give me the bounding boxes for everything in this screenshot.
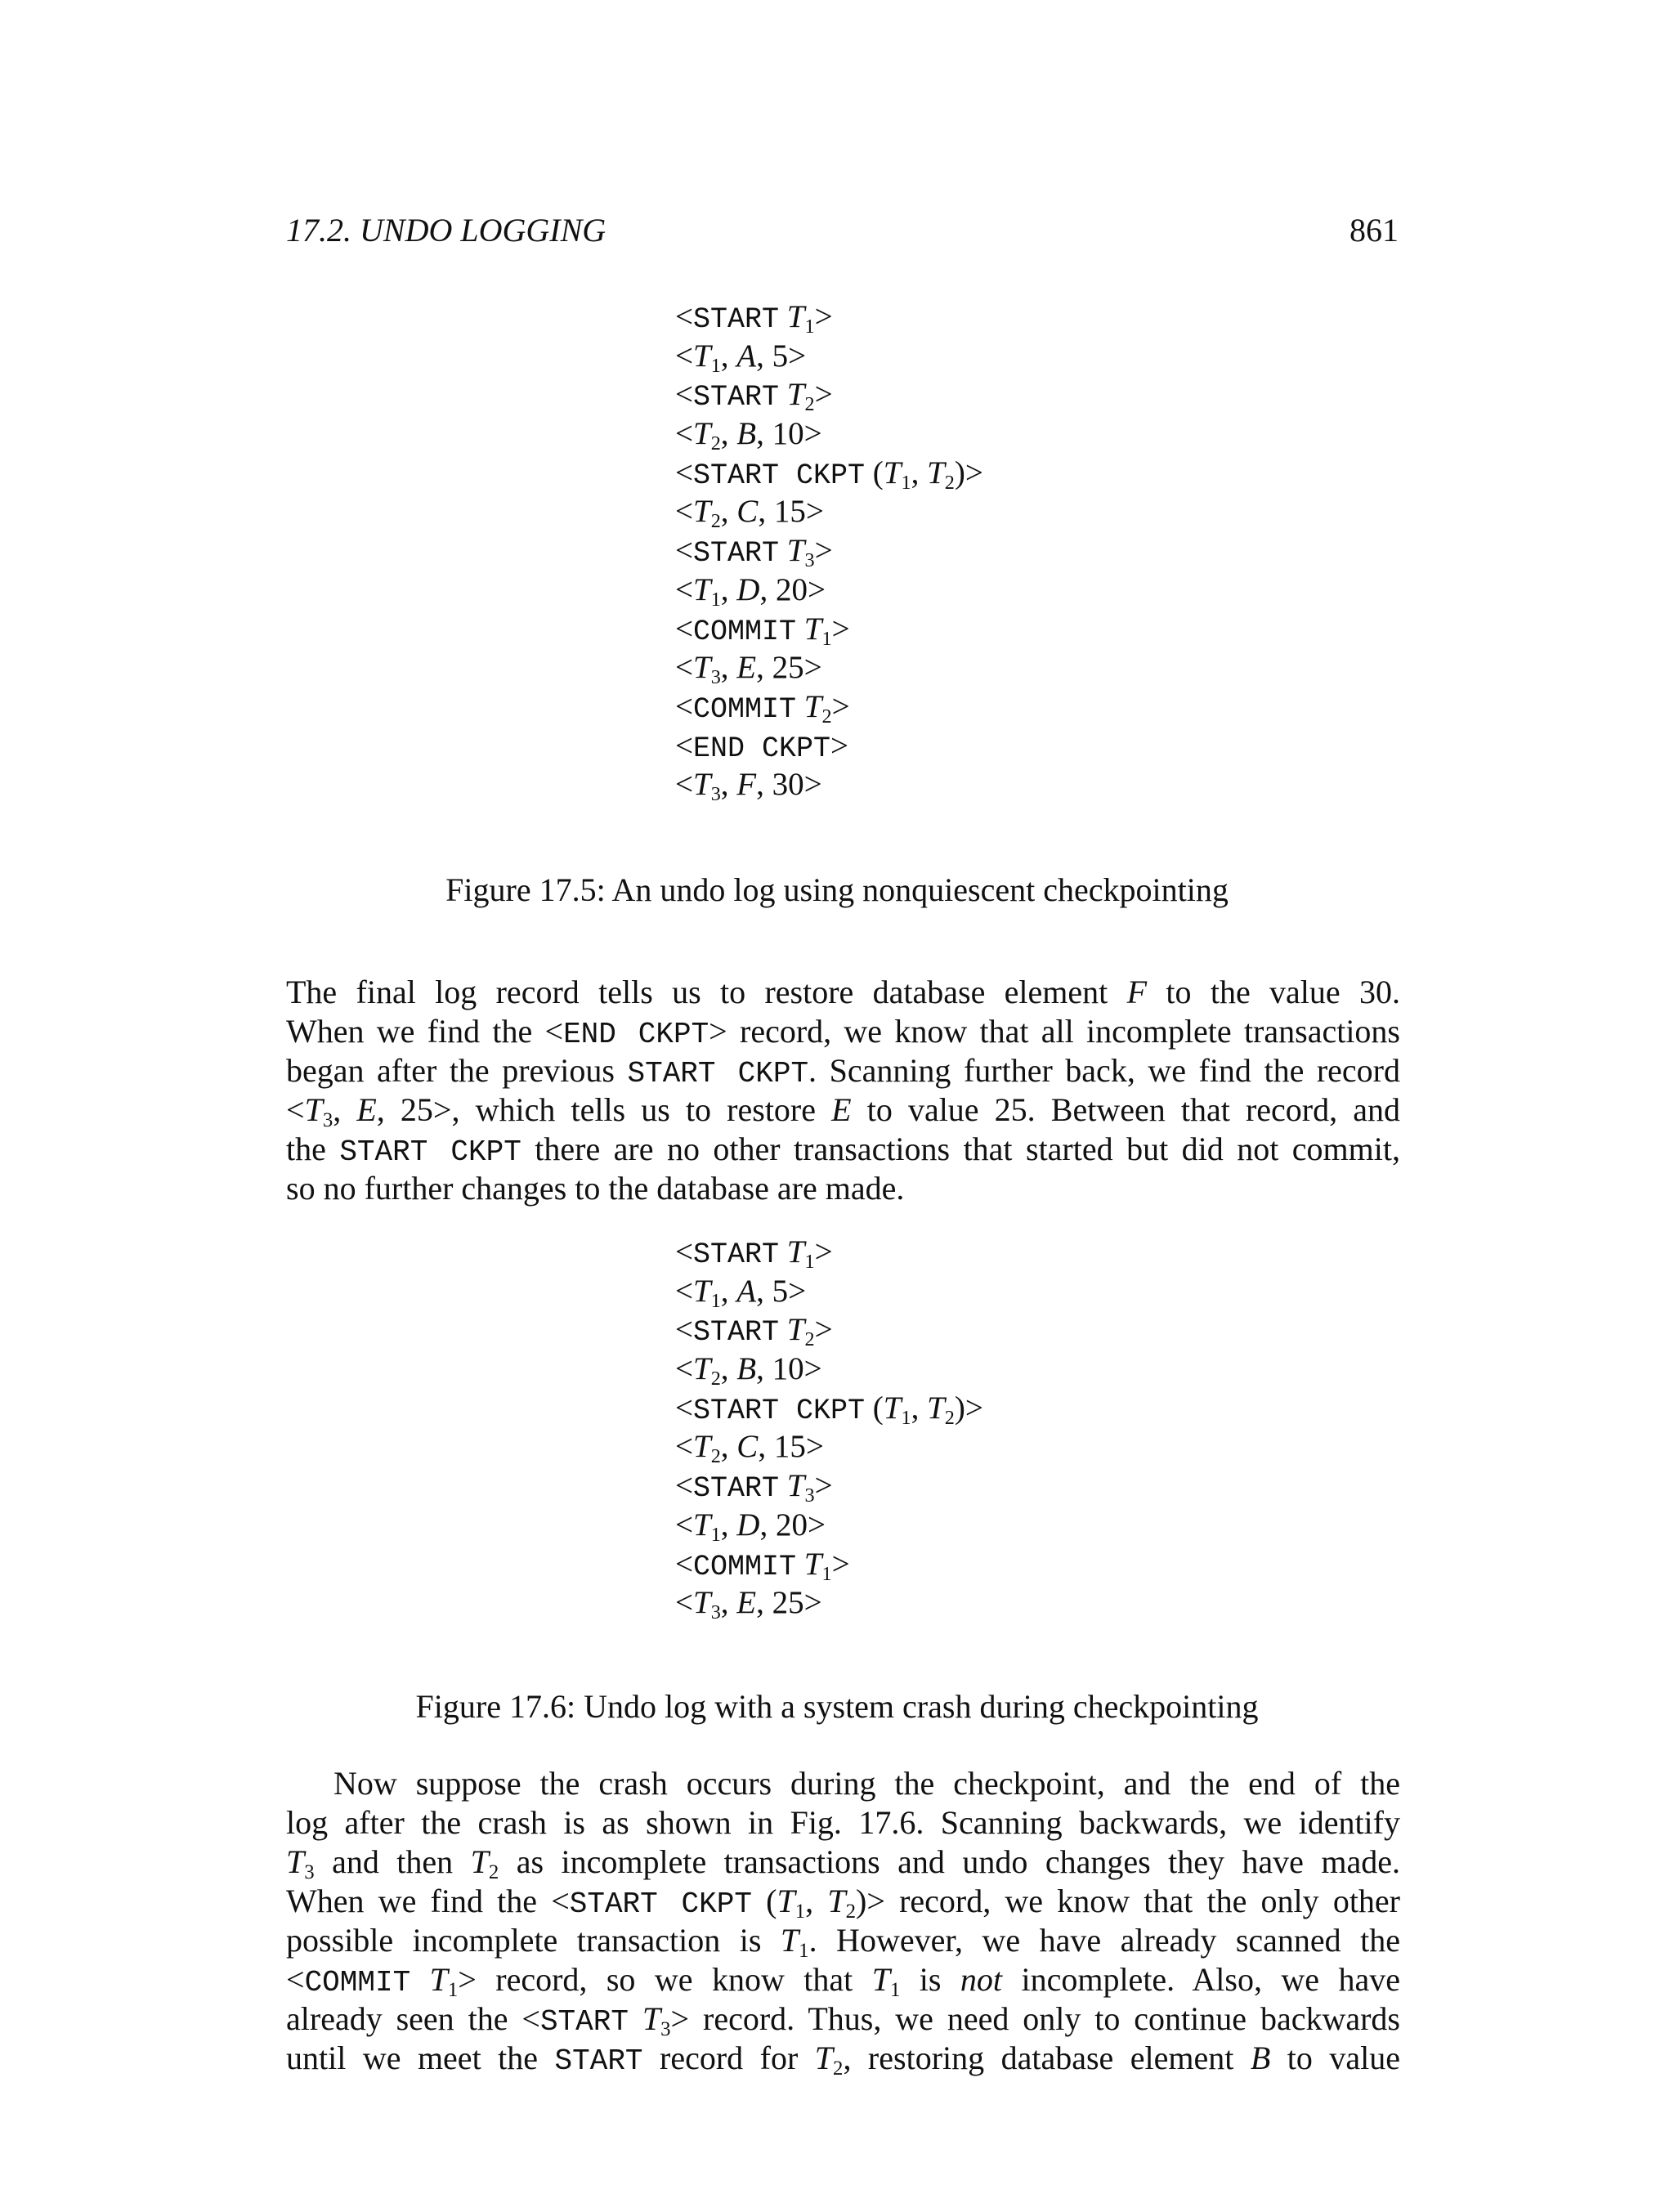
paragraph-2 (286, 1764, 1400, 2078)
log-record: $<T_2$, B, 10> (675, 1351, 822, 1390)
log-record: $<T_1$, D, 20> (675, 571, 826, 611)
paragraph-2-line-1: Now suppose the crash occurs during the checkpoint, and the end of the (333, 1765, 1400, 1802)
paragraph-1 (286, 973, 1400, 1208)
log-record: $<T_1$, A, 5> (675, 338, 807, 377)
paragraph-2-line-5: possible incomplete transaction is $T_1$. However, we have already scanned the (286, 1922, 1400, 1962)
log-record: $<T_3$, E, 25> (675, 650, 822, 688)
log-record: <START $T_3>$ (675, 1468, 833, 1507)
paragraph-2-line-6: <COMMIT $T_1>$ record, so we know that $T_1$ is not incomplete. Also, we have (286, 1961, 1400, 2001)
log-record: <START $T_1>$ (675, 1234, 833, 1273)
paragraph-2-line-7: already seen the <START $T_3>$ record. Thus, we need only to continue backwards (286, 2000, 1400, 2040)
log-record: <START $T_1>$ (675, 299, 833, 338)
page-number: 861 (1349, 212, 1399, 249)
paragraph-1-line-3: began after the previous START CKPT. Scanning further back, we find the record (286, 1052, 1400, 1090)
log-record: <COMMIT $T_1>$ (675, 611, 850, 650)
paragraph-2-line-8: until we meet the START record for $T_2$, restoring database element B to value (286, 2040, 1401, 2080)
paragraph-1-line-1: The final log record tells us to restore database element F to the value 30. (286, 974, 1401, 1010)
log-record: <START CKPT ($T_1$, $T_2)>$ (675, 1390, 983, 1429)
paragraph-2-line-3: $T_3$ and then $T_2$ as incomplete transactions and undo changes they have made. (286, 1843, 1400, 1883)
log-record: <START $T_2>$ (675, 1312, 833, 1351)
paragraph-1-line-6: so no further changes to the database are made. (286, 1170, 905, 1207)
log-record: $<T_3$, E, 25> (675, 1585, 822, 1623)
log-record: $<T_3$, F, 30> (675, 767, 822, 806)
section-title: 17.2. UNDO LOGGING (286, 212, 606, 249)
log-record: <START $T_2>$ (675, 377, 833, 416)
log-record: <END CKPT> (675, 728, 849, 765)
log-record: <START $T_3>$ (675, 533, 833, 571)
figure-17-6-caption: Figure 17.6: Undo log with a system crash during checkpointing (415, 1688, 1259, 1725)
log-record: <COMMIT $T_1>$ (675, 1546, 850, 1585)
log-record: $<T_1$, A, 5> (675, 1273, 807, 1312)
figure-17-5-caption: Figure 17.5: An undo log using nonquiescent checkpointing (445, 871, 1229, 908)
paragraph-1-line-4: $<T_3$, E, 25>, which tells us to restore E to value 25. Between that record, and (286, 1091, 1401, 1131)
running-head (286, 208, 1399, 253)
log-record: $<T_1$, D, 20> (675, 1507, 826, 1546)
paragraph-2-line-2: log after the crash is as shown in Fig. 17.6. Scanning backwards, we identify (286, 1804, 1400, 1841)
log-record: $<T_2$, B, 10> (675, 416, 822, 454)
undo-log-figure-17-6 (675, 1233, 983, 1623)
undo-log-figure-17-5 (675, 298, 983, 804)
log-record: $<T_2$, C, 15> (675, 494, 824, 533)
log-record: $<T_2$, C, 15> (675, 1429, 824, 1468)
paragraph-1-line-2: When we find the <END CKPT> record, we know that all incomplete transactions (286, 1013, 1400, 1051)
log-record: <START CKPT ($T_1$, $T_2)>$ (675, 454, 983, 494)
paragraph-1-line-5: the START CKPT there are no other transactions that started but did not commit, (286, 1131, 1400, 1169)
log-record: <COMMIT $T_2>$ (675, 688, 850, 728)
paragraph-2-line-4: When we find the <START CKPT ($T_1$, $T_2)>$ record, we know that the only other (286, 1883, 1401, 1923)
